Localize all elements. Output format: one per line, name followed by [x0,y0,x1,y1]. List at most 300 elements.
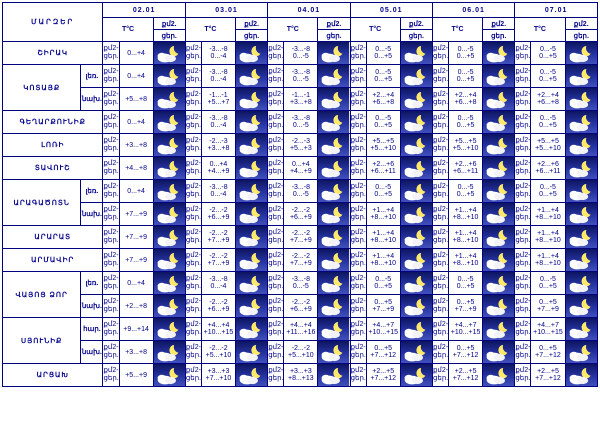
wind-cell: քմ2- ցեր. [268,249,284,272]
temperature-cell: +4...+4 +11...+16 [284,318,318,341]
temperature-cell: 0...+4 [119,111,153,134]
sky-cell [153,249,185,272]
table-row [3,180,598,203]
sky-icon [154,180,185,202]
temperature-cell: +5...+5 +5...+10 [531,134,565,157]
temperature-cell: 0...+5 +7...+9 [531,295,565,318]
sky-cell [565,318,597,341]
temperature-cell: +1...+4 +8...+10 [531,203,565,226]
col-wind-2: քմ2. [318,18,350,30]
table-row [3,134,598,157]
sky-cell [236,157,268,180]
wind-cell: քմ2- ցեր. [515,203,531,226]
sky-cell [153,180,185,203]
temperature-cell: +7...+9 [119,249,153,272]
forecast-body [3,42,598,387]
wind-cell: քմ2- ցեր. [103,111,119,134]
sky-icon [236,295,267,317]
sky-icon [401,249,432,271]
wind-cell: քմ2- ցեր. [432,111,448,134]
sky-icon [566,295,597,317]
temperature-cell: +5...+8 [119,88,153,111]
wind-cell: քմ2- ցեր. [103,65,119,88]
wind-cell: քմ2- ցեր. [185,88,201,111]
date-header-3: 05.01 [350,3,432,18]
temperature-cell: -3...-8 0...-5 [284,42,318,65]
wind-cell: քմ2- ցեր. [185,226,201,249]
sky-cell [236,272,268,295]
temperature-cell: 0...+5 +7...+12 [449,341,483,364]
sky-icon [236,134,267,156]
temperature-cell: 0...-5 0...+5 [366,111,400,134]
temperature-cell: -2...-2 +7...+9 [284,249,318,272]
wind-cell: քմ2- ցեր. [350,134,366,157]
temperature-cell: +7...+9 [119,203,153,226]
wind-cell: քմ2- ցեր. [185,134,201,157]
sky-icon [401,226,432,248]
temperature-cell: +5...+5 +5...+10 [449,134,483,157]
sky-cell [565,180,597,203]
sky-icon [154,42,185,64]
sky-cell [153,341,185,364]
wind-cell: քմ2- ցեր. [185,111,201,134]
corner-label: ՄԱՐԶԵՐ [3,3,103,42]
sky-cell [400,157,432,180]
temperature-cell: 0...-5 0...+5 [366,180,400,203]
wind-cell: քմ2- ցեր. [103,295,119,318]
sky-cell [153,318,185,341]
sky-icon [401,272,432,294]
wind-cell: քմ2- ցեր. [103,249,119,272]
wind-cell: քմ2- ցեր. [268,65,284,88]
sky-icon [401,111,432,133]
wind-cell: քմ2- ցեր. [432,226,448,249]
temperature-cell: 0...+4 +4...+9 [201,157,235,180]
temperature-cell: 0...-5 0...+5 [366,42,400,65]
sky-cell [400,42,432,65]
temperature-cell: 0...+5 +7...+9 [366,295,400,318]
temperature-cell: 0...-5 0...+5 [366,272,400,295]
sky-icon [483,364,514,386]
sky-cell [236,226,268,249]
wind-cell: քմ2- ցեր. [268,203,284,226]
temperature-cell: 0...-5 0...+5 [449,272,483,295]
wind-cell: քմ2- ցեր. [515,226,531,249]
sky-cell [153,272,185,295]
wind-cell: քմ2- ցեր. [515,295,531,318]
sky-icon [483,272,514,294]
temperature-cell: 0...-5 0...+5 [531,42,565,65]
sky-cell [318,203,350,226]
table-row [3,272,598,295]
sky-icon [318,272,349,294]
wind-cell: քմ2- ցեր. [268,157,284,180]
sky-cell [236,341,268,364]
wind-cell: քմ2- ցեր. [350,42,366,65]
wind-cell: քմ2- ցեր. [185,272,201,295]
wind-cell: քմ2- ցեր. [185,249,201,272]
temperature-cell: +2...+4 +6...+8 [366,88,400,111]
wind-cell: քմ2- ցեր. [268,272,284,295]
sky-icon [154,157,185,179]
sky-icon [236,88,267,110]
sky-icon [483,42,514,64]
date-header-5: 07.01 [515,3,598,18]
sky-cell [153,364,185,387]
region-sublabel: լեռ. [81,65,103,88]
region-label: ՇԻՐԱԿ [3,42,103,65]
temperature-cell: +2...+4 +6...+8 [531,88,565,111]
sky-cell [565,341,597,364]
sky-cell [318,157,350,180]
col-sky-4: ցեր. [483,30,515,42]
table-row [3,42,598,65]
temperature-cell: +1...+4 +8...+10 [366,249,400,272]
wind-cell: քմ2- ցեր. [185,42,201,65]
wind-cell: քմ2- ցեր. [185,180,201,203]
temperature-cell: 0...-5 0...+5 [366,65,400,88]
temperature-cell: -3...-8 0...-4 [201,42,235,65]
wind-cell: քմ2- ցեր. [350,65,366,88]
sky-cell [483,341,515,364]
sky-icon [236,203,267,225]
temperature-cell: -3...-8 0...-5 [284,180,318,203]
sky-cell [153,157,185,180]
sky-icon [566,65,597,87]
temperature-cell: -3...-8 0...-4 [201,111,235,134]
sky-icon [401,134,432,156]
sky-icon [154,88,185,110]
temperature-cell: +5...+9 [119,364,153,387]
col-temp-3: T°C [350,18,400,42]
sky-cell [236,42,268,65]
sky-cell [318,111,350,134]
temperature-cell: +4...+4 +10...+15 [201,318,235,341]
sky-icon [401,364,432,386]
wind-cell: քմ2- ցեր. [268,364,284,387]
table-row [3,249,598,272]
wind-cell: քմ2- ցեր. [103,318,119,341]
wind-cell: քմ2- ցեր. [350,88,366,111]
sky-icon [483,111,514,133]
sky-cell [318,180,350,203]
sky-icon [566,42,597,64]
sky-cell [318,341,350,364]
wind-cell: քմ2- ցեր. [103,226,119,249]
wind-cell: քմ2- ցեր. [515,249,531,272]
wind-cell: քմ2- ցեր. [350,364,366,387]
wind-cell: քմ2- ցեր. [432,318,448,341]
wind-cell: քմ2- ցեր. [103,341,119,364]
sky-icon [236,180,267,202]
temperature-cell: -2...-2 +7...+9 [201,249,235,272]
sky-icon [483,341,514,363]
sky-icon [566,157,597,179]
sky-icon [236,364,267,386]
sky-icon [154,341,185,363]
sky-cell [483,180,515,203]
sky-cell [236,364,268,387]
temperature-cell: +7...+9 [119,226,153,249]
sky-icon [566,318,597,340]
wind-cell: քմ2- ցեր. [268,111,284,134]
wind-cell: քմ2- ցեր. [350,249,366,272]
sky-cell [236,65,268,88]
temperature-cell: -2...-3 +3...+8 [201,134,235,157]
sky-icon [154,134,185,156]
date-header-4: 06.01 [432,3,514,18]
sky-cell [318,364,350,387]
wind-cell: քմ2- ցեր. [185,341,201,364]
sky-cell [318,88,350,111]
sky-cell [483,111,515,134]
wind-cell: քմ2- ցեր. [268,88,284,111]
sky-icon [566,180,597,202]
region-label: ԼՈՌԻ [3,134,103,157]
region-sublabel: նախ. [81,203,103,226]
wind-cell: քմ2- ցեր. [350,203,366,226]
sky-icon [318,111,349,133]
sky-icon [154,111,185,133]
wind-cell: քմ2- ցեր. [103,180,119,203]
sky-icon [401,180,432,202]
wind-cell: քմ2- ցեր. [515,157,531,180]
table-row [3,295,598,318]
sky-cell [153,42,185,65]
sky-cell [483,295,515,318]
sky-icon [566,364,597,386]
wind-cell: քմ2- ցեր. [268,318,284,341]
temperature-cell: +1...+4 +8...+10 [366,226,400,249]
wind-cell: քմ2- ցեր. [432,157,448,180]
wind-cell: քմ2- ցեր. [103,364,119,387]
wind-cell: քմ2- ցեր. [515,318,531,341]
sky-cell [400,364,432,387]
wind-cell: քմ2- ցեր. [268,341,284,364]
sky-icon [318,42,349,64]
region-sublabel: նախ. [81,341,103,364]
sky-cell [565,65,597,88]
sky-cell [318,295,350,318]
wind-cell: քմ2- ցեր. [103,134,119,157]
temperature-cell: -2...-2 +5...+10 [284,341,318,364]
col-wind-1: քմ2. [236,18,268,30]
sky-cell [483,272,515,295]
temperature-cell: +2...+5 +7...+12 [531,364,565,387]
sky-icon [401,88,432,110]
temperature-cell: +1...+4 +8...+10 [531,226,565,249]
col-temp-0: T°C [103,18,153,42]
temperature-cell: +3...+3 +7...+10 [201,364,235,387]
wind-cell: քմ2- ցեր. [350,111,366,134]
temperature-cell: +4...+7 +10...+15 [366,318,400,341]
wind-cell: քմ2- ցեր. [432,272,448,295]
temperature-cell: 0...-5 0...+5 [531,111,565,134]
sky-cell [400,226,432,249]
wind-cell: քմ2- ցեր. [103,42,119,65]
temperature-cell: +1...+4 +8...+10 [531,249,565,272]
temperature-cell: +3...+8 [119,341,153,364]
sky-cell [318,65,350,88]
sky-cell [318,226,350,249]
header-date-row [3,3,598,18]
sky-icon [236,341,267,363]
region-sublabel: նախ. [81,88,103,111]
sky-icon [318,157,349,179]
sky-icon [483,318,514,340]
sky-icon [483,88,514,110]
sky-cell [565,364,597,387]
date-header-2: 04.01 [268,3,350,18]
sky-icon [318,65,349,87]
sky-cell [236,88,268,111]
temperature-cell: +3...+8 [119,134,153,157]
temperature-cell: +9...+14 [119,318,153,341]
sky-cell [400,249,432,272]
temperature-cell: -3...-8 0...-5 [284,111,318,134]
sky-cell [565,111,597,134]
wind-cell: քմ2- ցեր. [432,42,448,65]
temperature-cell: -2...-2 +6...+9 [284,295,318,318]
table-row [3,226,598,249]
sky-cell [400,341,432,364]
sky-icon [318,88,349,110]
table-row [3,88,598,111]
temperature-cell: +2...+6 +6...+11 [366,157,400,180]
wind-cell: քմ2- ցեր. [350,272,366,295]
col-sky-1: ցեր. [236,30,268,42]
temperature-cell: +1...+4 +8...+10 [449,226,483,249]
temperature-cell: 0...+4 [119,65,153,88]
sky-icon [566,203,597,225]
sky-icon [154,272,185,294]
sky-cell [153,65,185,88]
sky-cell [236,295,268,318]
sky-icon [401,42,432,64]
sky-icon [566,341,597,363]
sky-cell [565,249,597,272]
wind-cell: քմ2- ցեր. [103,157,119,180]
sky-icon [318,249,349,271]
sky-cell [318,272,350,295]
region-sublabel: հար. [81,318,103,341]
sky-cell [400,295,432,318]
wind-cell: քմ2- ցեր. [185,318,201,341]
sky-cell [236,249,268,272]
temperature-cell: 0...+4 +4...+9 [284,157,318,180]
wind-cell: քմ2- ցեր. [350,295,366,318]
sky-icon [318,226,349,248]
col-sky-3: ցեր. [400,30,432,42]
temperature-cell: +1...+4 +8...+10 [449,203,483,226]
temperature-cell: +4...+7 +10...+15 [531,318,565,341]
wind-cell: քմ2- ցեր. [515,272,531,295]
sky-icon [154,65,185,87]
temperature-cell: -2...-3 +5...+3 [284,134,318,157]
sky-cell [483,364,515,387]
col-sky-2: ցեր. [318,30,350,42]
table-row [3,203,598,226]
sky-cell [236,203,268,226]
sky-icon [236,111,267,133]
sky-cell [400,318,432,341]
temperature-cell: +2...+6 +6...+11 [531,157,565,180]
table-row [3,157,598,180]
sky-icon [154,203,185,225]
temperature-cell: +4...+8 [119,157,153,180]
wind-cell: քմ2- ցեր. [268,180,284,203]
sky-cell [400,203,432,226]
temperature-cell: +2...+8 [119,295,153,318]
region-sublabel: լեռ. [81,272,103,295]
table-row [3,341,598,364]
wind-cell: քմ2- ցեր. [185,364,201,387]
sky-cell [318,249,350,272]
sky-cell [153,88,185,111]
temperature-cell: 0...+5 +7...+9 [449,295,483,318]
wind-cell: քմ2- ցեր. [185,295,201,318]
region-label: ԱՐՄԱՎԻՐ [3,249,103,272]
sky-icon [318,203,349,225]
region-sublabel: նախ. [81,295,103,318]
wind-cell: քմ2- ցեր. [432,65,448,88]
sky-cell [318,42,350,65]
table-row [3,364,598,387]
temperature-cell: 0...-5 0...+5 [449,180,483,203]
sky-cell [483,88,515,111]
temperature-cell: -2...-2 +6...+9 [201,203,235,226]
temperature-cell: -3...-8 0...-4 [201,180,235,203]
wind-cell: քմ2- ցեր. [432,180,448,203]
wind-cell: քմ2- ցեր. [432,295,448,318]
sky-icon [483,134,514,156]
temperature-cell: -2...-2 +7...+9 [284,226,318,249]
region-label: ԱՐԱՐԱՏ [3,226,103,249]
wind-cell: քմ2- ցեր. [432,249,448,272]
wind-cell: քմ2- ցեր. [515,180,531,203]
sky-cell [236,318,268,341]
col-sky-0: ցեր. [153,30,185,42]
wind-cell: քմ2- ցեր. [432,134,448,157]
sky-icon [318,318,349,340]
wind-cell: քմ2- ցեր. [350,341,366,364]
sky-cell [153,134,185,157]
wind-cell: քմ2- ցեր. [268,42,284,65]
date-header-1: 03.01 [185,3,267,18]
sky-cell [565,157,597,180]
sky-icon [236,318,267,340]
sky-cell [565,42,597,65]
sky-icon [483,180,514,202]
sky-icon [154,226,185,248]
sky-icon [483,157,514,179]
sky-icon [236,65,267,87]
sky-cell [153,295,185,318]
sky-icon [318,341,349,363]
wind-cell: քմ2- ցեր. [515,88,531,111]
wind-cell: քմ2- ցեր. [515,341,531,364]
region-sublabel: լեռ. [81,180,103,203]
date-header-0: 02.01 [103,3,185,18]
col-temp-1: T°C [185,18,235,42]
col-temp-4: T°C [432,18,482,42]
temperature-cell: 0...-5 0...+5 [449,111,483,134]
wind-cell: քմ2- ցեր. [103,88,119,111]
sky-icon [401,341,432,363]
region-label: ՍՅՈՒՆԻՔ [3,318,81,364]
temperature-cell: +2...+4 +6...+8 [449,88,483,111]
wind-cell: քմ2- ցեր. [432,364,448,387]
